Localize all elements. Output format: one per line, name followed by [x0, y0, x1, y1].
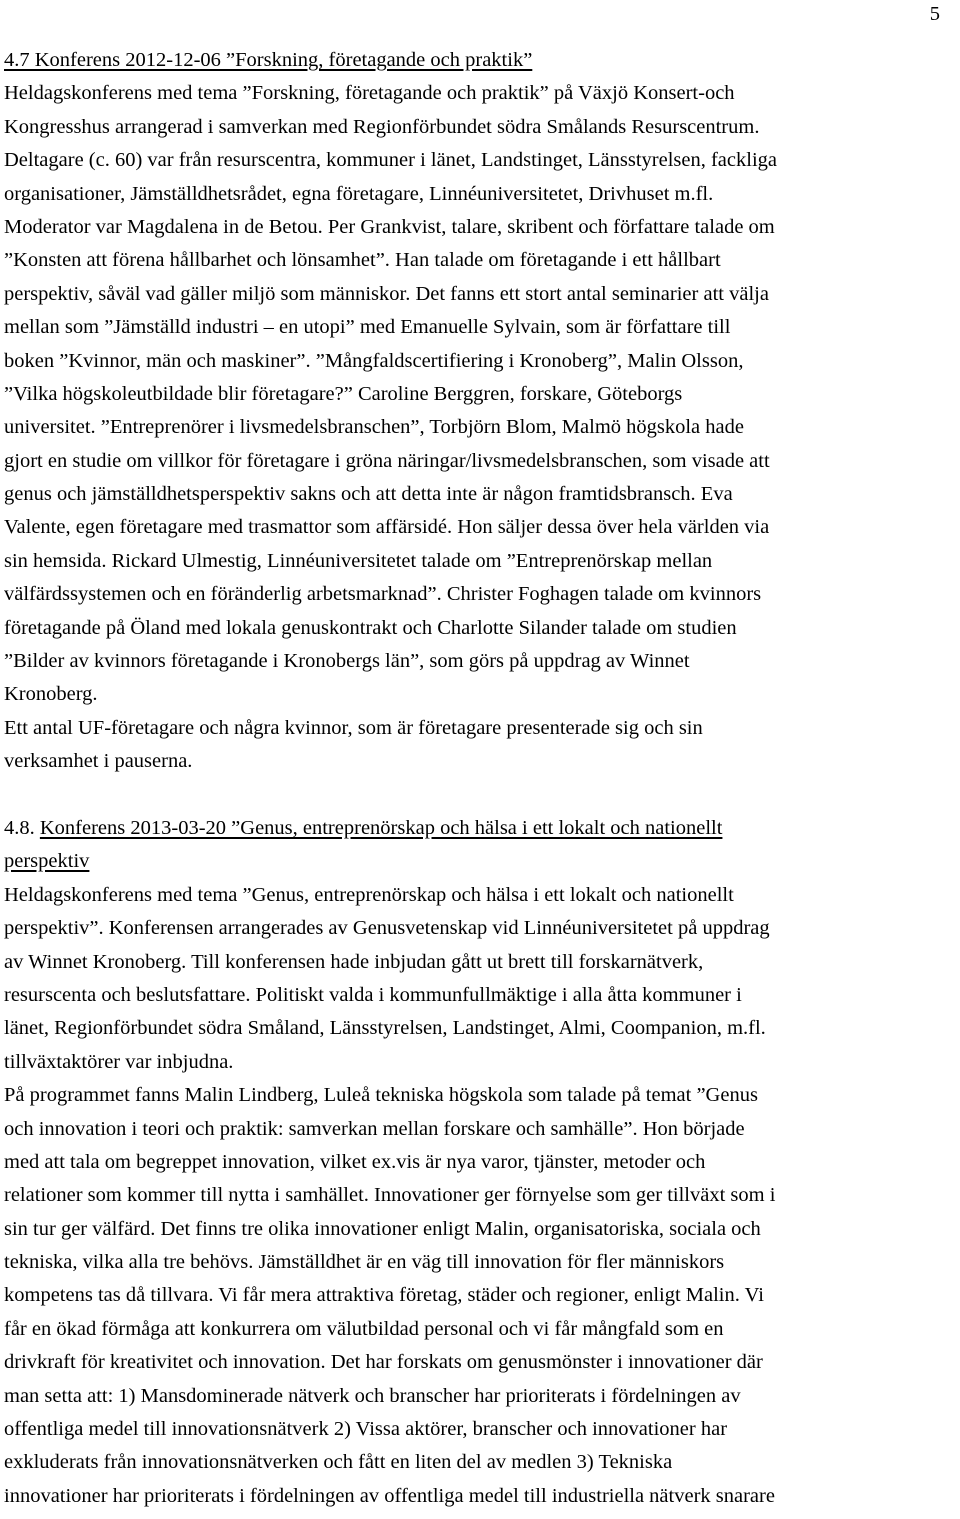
text-line: boken ”Kvinnor, män och maskiner”. ”Mångfaldscertifiering i Kronoberg”, Malin Olsson,	[4, 349, 744, 372]
text-line: välfärdssystemen och en föränderlig arbetsmarknad”. Christer Foghagen talade om kvinnors	[4, 583, 762, 606]
text-line: företagande på Öland med lokala genuskontrakt och Charlotte Silander talade om studien	[4, 616, 737, 639]
text-line: Heldagskonferens med tema ”Genus, entreprenörskap och hälsa i ett lokalt och nationellt	[4, 883, 734, 906]
text-line: organisationer, Jämställdhetsrådet, egna företagare, Linnéuniversitetet, Drivhuset m.fl.	[4, 182, 714, 205]
section-gap	[4, 779, 956, 812]
document-body	[4, 44, 956, 1513]
text-line: kompetens tas då tillvara. Vi får mera attraktiva företag, städer och regioner, enligt Malin. Vi	[4, 1284, 764, 1307]
section-heading-4-8-number: 4.8.	[4, 816, 40, 839]
section-heading-4-7	[4, 44, 956, 77]
text-line: får en ökad förmåga att konkurrera om välutbildad personal och vi får mångfald som en	[4, 1317, 724, 1340]
text-line: gjort en studie om villkor för företagare i gröna näringar/livsmedelsbranschen, som visade att	[4, 449, 770, 472]
text-line: länet, Regionförbundet södra Småland, Länsstyrelsen, Landstinget, Almi, Coompanion, m.fl.	[4, 1017, 766, 1040]
section-4-7-body	[4, 77, 956, 778]
text-line: man setta att: 1) Mansdominerade nätverk och branscher har prioriterats i fördelningen av	[4, 1384, 741, 1407]
text-line: tillväxtaktörer var inbjudna.	[4, 1050, 234, 1073]
text-line: och innovation i teori och praktik: samverkan mellan forskare och samhälle”. Hon började	[4, 1117, 745, 1140]
text-line: perspektiv”. Konferensen arrangerades av Genusvetenskap vid Linnéuniversitetet på uppdrag	[4, 917, 770, 940]
text-line: med att tala om begreppet innovation, vilket ex.vis är nya varor, tjänster, metoder och	[4, 1150, 706, 1173]
text-line: Moderator var Magdalena in de Betou. Per Grankvist, talare, skribent och författare talade om	[4, 215, 775, 238]
section-heading-4-8-title-continued: perspektiv	[4, 850, 90, 873]
text-line: perspektiv, såväl vad gäller miljö som människor. Det fanns ett stort antal seminarier att välja	[4, 282, 769, 305]
text-line: Ett antal UF-företagare och några kvinnor, som är företagare presenterade sig och sin	[4, 716, 703, 739]
text-line: Heldagskonferens med tema ”Forskning, företagande och praktik” på Växjö Konsert-och	[4, 82, 735, 105]
text-line: ”Vilka högskoleutbildade blir företagare?” Caroline Berggren, forskare, Göteborgs	[4, 382, 683, 405]
section-heading-4-8-continued	[4, 845, 956, 878]
section-heading-4-8-title: Konferens 2013-03-20 ”Genus, entreprenörskap och hälsa i ett lokalt och nationellt	[39, 816, 723, 839]
text-line: universitet. ”Entreprenörer i livsmedelsbranschen”, Torbjörn Blom, Malmö högskola hade	[4, 416, 744, 439]
text-line: innovationer har prioriterats i fördelningen av offentliga medel till industriella nätverk snarare	[4, 1484, 775, 1507]
text-line: relationer som kommer till nytta i samhället. Innovationer ger förnyelse som ger tillväxt som i	[4, 1184, 776, 1207]
text-line: Kronoberg.	[4, 683, 98, 706]
text-line: sin tur ger välfärd. Det finns tre olika innovationer enligt Malin, organisatoriska, sociala och	[4, 1217, 761, 1240]
text-line: ”Bilder av kvinnors företagande i Kronobergs län”, som görs på uppdrag av Winnet	[4, 650, 690, 673]
text-line: På programmet fanns Malin Lindberg, Luleå tekniska högskola som talade på temat ”Genus	[4, 1084, 758, 1107]
section-4-8-body	[4, 879, 956, 1513]
text-line: drivkraft för kreativitet och innovation. Det har forskats om genusmönster i innovationer där	[4, 1351, 763, 1374]
text-line: mellan som ”Jämställd industri – en utopi” med Emanuelle Sylvain, som är författare till	[4, 316, 731, 339]
text-line: sin hemsida. Rickard Ulmestig, Linnéuniversitetet talade om ”Entreprenörskap mellan	[4, 549, 713, 572]
text-line: tekniska, vilka alla tre behövs. Jämställdhet är en väg till innovation för fler människors	[4, 1251, 725, 1274]
text-line: exkluderats från innovationsnätverken och fått en liten del av medlen 3) Tekniska	[4, 1451, 673, 1474]
text-line: ”Konsten att förena hållbarhet och lönsamhet”. Han talade om företagande i ett hållbart	[4, 249, 721, 272]
text-line: genus och jämställdhetsperspektiv sakns och att detta inte är någon framtidsbransch. Eva	[4, 483, 733, 506]
text-line: verksamhet i pauserna.	[4, 750, 193, 773]
text-line: av Winnet Kronoberg. Till konferensen hade inbjudan gått ut brett till forskarnätverk,	[4, 950, 704, 973]
text-line: resurscenta och beslutsfattare. Politiskt valda i kommunfullmäktige i alla åtta kommuner i	[4, 983, 742, 1006]
text-line: Deltagare (c. 60) var från resurscentra, kommuner i länet, Landstinget, Länsstyrelsen, fackliga	[4, 149, 777, 172]
text-line: Valente, egen företagare med trasmattor som affärsidé. Hon säljer dessa över hela världen via	[4, 516, 770, 539]
page-number: 5	[929, 3, 940, 25]
text-line: Kongresshus arrangerad i samverkan med Regionförbundet södra Smålands Resurscentrum.	[4, 115, 760, 138]
section-heading-4-7-text: 4.7 Konferens 2012-12-06 ”Forskning, företagande och praktik”	[4, 49, 533, 71]
text-line: offentliga medel till innovationsnätverk 2) Vissa aktörer, branscher och innovationer har	[4, 1418, 728, 1441]
section-heading-4-8	[4, 812, 956, 845]
